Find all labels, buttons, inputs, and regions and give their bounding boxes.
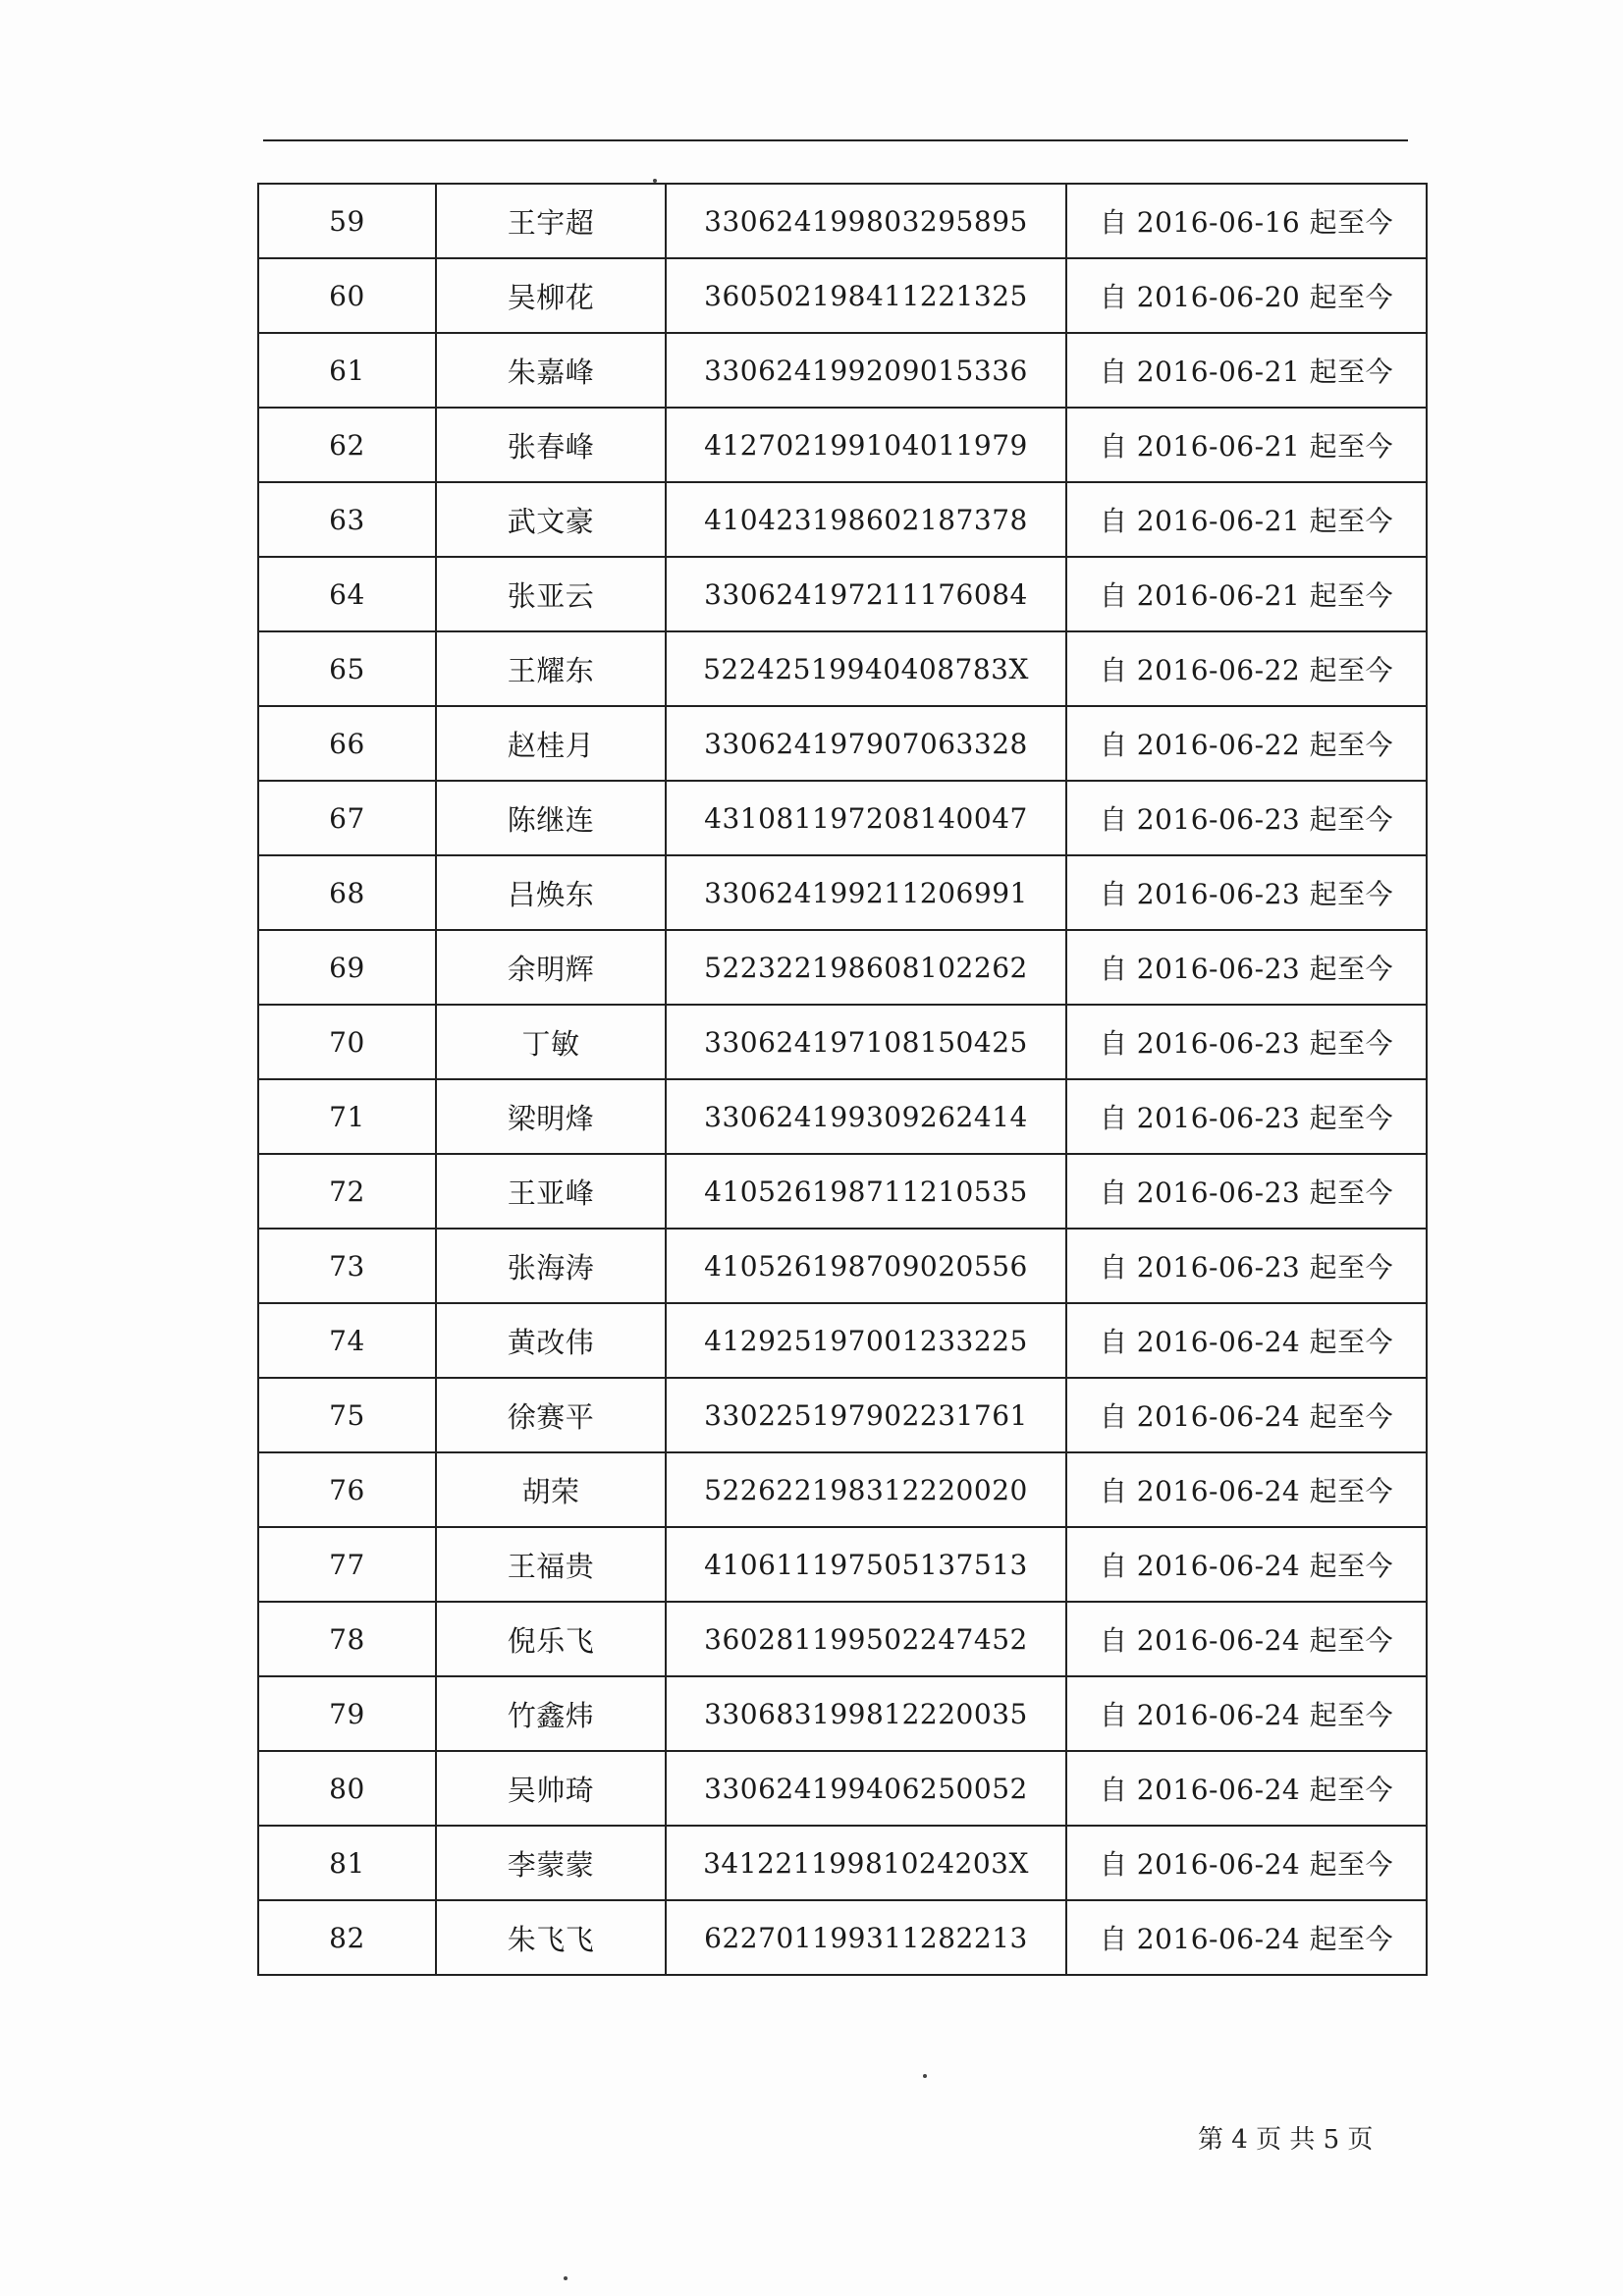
row-number-cell: 77: [258, 1527, 436, 1602]
start-date-cell: 自 2016-06-23 起至今: [1066, 1079, 1427, 1154]
table-row: [258, 855, 1427, 930]
id-number-cell: 330624199209015336: [666, 333, 1066, 408]
row-number-cell: 71: [258, 1079, 436, 1154]
row-number-cell: 69: [258, 930, 436, 1005]
table-row: [258, 1900, 1427, 1975]
id-number-cell: 330683199812220035: [666, 1676, 1066, 1751]
table-row: [258, 482, 1427, 557]
row-number-cell: 65: [258, 631, 436, 706]
table-row: [258, 408, 1427, 482]
roster-table: [257, 183, 1428, 1976]
id-number-cell: 522622198312220020: [666, 1452, 1066, 1527]
start-date-cell: 自 2016-06-23 起至今: [1066, 781, 1427, 855]
start-date-cell: 自 2016-06-24 起至今: [1066, 1452, 1427, 1527]
row-number-cell: 75: [258, 1378, 436, 1452]
person-name-cell: 吴帅琦: [436, 1751, 666, 1826]
row-number-cell: 60: [258, 258, 436, 333]
row-number-cell: 80: [258, 1751, 436, 1826]
row-number-cell: 76: [258, 1452, 436, 1527]
page-number: 第 4 页 共 5 页: [1198, 2125, 1374, 2155]
id-number-cell: 410611197505137513: [666, 1527, 1066, 1602]
person-name-cell: 李蒙蒙: [436, 1826, 666, 1900]
start-date-cell: 自 2016-06-24 起至今: [1066, 1900, 1427, 1975]
row-number-cell: 68: [258, 855, 436, 930]
start-date-cell: 自 2016-06-23 起至今: [1066, 855, 1427, 930]
row-number-cell: 73: [258, 1229, 436, 1303]
row-number-cell: 81: [258, 1826, 436, 1900]
start-date-cell: 自 2016-06-24 起至今: [1066, 1602, 1427, 1676]
table-row: [258, 1005, 1427, 1079]
scan-speck: [564, 2276, 568, 2280]
id-number-cell: 522322198608102262: [666, 930, 1066, 1005]
table-row: [258, 1079, 1427, 1154]
start-date-cell: 自 2016-06-16 起至今: [1066, 184, 1427, 258]
row-number-cell: 62: [258, 408, 436, 482]
id-number-cell: 330225197902231761: [666, 1378, 1066, 1452]
row-number-cell: 82: [258, 1900, 436, 1975]
roster-table-body: [258, 184, 1427, 1975]
id-number-cell: 330624199406250052: [666, 1751, 1066, 1826]
table-row: [258, 557, 1427, 631]
row-number-cell: 67: [258, 781, 436, 855]
id-number-cell: 431081197208140047: [666, 781, 1066, 855]
table-row: [258, 706, 1427, 781]
row-number-cell: 70: [258, 1005, 436, 1079]
table-row: [258, 258, 1427, 333]
table-row: [258, 1229, 1427, 1303]
person-name-cell: 朱嘉峰: [436, 333, 666, 408]
start-date-cell: 自 2016-06-24 起至今: [1066, 1751, 1427, 1826]
table-row: [258, 1676, 1427, 1751]
person-name-cell: 丁敏: [436, 1005, 666, 1079]
scan-speck: [653, 179, 657, 183]
id-number-cell: 330624199803295895: [666, 184, 1066, 258]
id-number-cell: 330624199309262414: [666, 1079, 1066, 1154]
person-name-cell: 朱飞飞: [436, 1900, 666, 1975]
table-row: [258, 1452, 1427, 1527]
id-number-cell: 360502198411221325: [666, 258, 1066, 333]
row-number-cell: 66: [258, 706, 436, 781]
table-row: [258, 781, 1427, 855]
start-date-cell: 自 2016-06-24 起至今: [1066, 1527, 1427, 1602]
person-name-cell: 竹鑫炜: [436, 1676, 666, 1751]
person-name-cell: 张亚云: [436, 557, 666, 631]
id-number-cell: 330624197907063328: [666, 706, 1066, 781]
person-name-cell: 梁明烽: [436, 1079, 666, 1154]
start-date-cell: 自 2016-06-20 起至今: [1066, 258, 1427, 333]
person-name-cell: 黄改伟: [436, 1303, 666, 1378]
start-date-cell: 自 2016-06-23 起至今: [1066, 1154, 1427, 1229]
person-name-cell: 王福贵: [436, 1527, 666, 1602]
person-name-cell: 倪乐飞: [436, 1602, 666, 1676]
start-date-cell: 自 2016-06-23 起至今: [1066, 1005, 1427, 1079]
start-date-cell: 自 2016-06-22 起至今: [1066, 706, 1427, 781]
start-date-cell: 自 2016-06-24 起至今: [1066, 1826, 1427, 1900]
start-date-cell: 自 2016-06-24 起至今: [1066, 1676, 1427, 1751]
id-number-cell: 330624199211206991: [666, 855, 1066, 930]
person-name-cell: 张海涛: [436, 1229, 666, 1303]
scan-speck: [923, 2074, 927, 2078]
row-number-cell: 61: [258, 333, 436, 408]
row-number-cell: 79: [258, 1676, 436, 1751]
header-rule: [263, 139, 1408, 141]
id-number-cell: 330624197108150425: [666, 1005, 1066, 1079]
table-row: [258, 1378, 1427, 1452]
row-number-cell: 74: [258, 1303, 436, 1378]
person-name-cell: 张春峰: [436, 408, 666, 482]
table-row: [258, 1303, 1427, 1378]
table-row: [258, 1527, 1427, 1602]
start-date-cell: 自 2016-06-24 起至今: [1066, 1303, 1427, 1378]
person-name-cell: 陈继连: [436, 781, 666, 855]
start-date-cell: 自 2016-06-23 起至今: [1066, 930, 1427, 1005]
table-row: [258, 1826, 1427, 1900]
id-number-cell: 410526198709020556: [666, 1229, 1066, 1303]
row-number-cell: 72: [258, 1154, 436, 1229]
id-number-cell: 412925197001233225: [666, 1303, 1066, 1378]
id-number-cell: 330624197211176084: [666, 557, 1066, 631]
row-number-cell: 64: [258, 557, 436, 631]
table-row: [258, 1751, 1427, 1826]
start-date-cell: 自 2016-06-22 起至今: [1066, 631, 1427, 706]
person-name-cell: 余明辉: [436, 930, 666, 1005]
id-number-cell: 360281199502247452: [666, 1602, 1066, 1676]
id-number-cell: 34122119981024203X: [666, 1826, 1066, 1900]
person-name-cell: 胡荣: [436, 1452, 666, 1527]
start-date-cell: 自 2016-06-21 起至今: [1066, 333, 1427, 408]
id-number-cell: 622701199311282213: [666, 1900, 1066, 1975]
person-name-cell: 武文豪: [436, 482, 666, 557]
person-name-cell: 赵桂月: [436, 706, 666, 781]
start-date-cell: 自 2016-06-21 起至今: [1066, 408, 1427, 482]
start-date-cell: 自 2016-06-23 起至今: [1066, 1229, 1427, 1303]
person-name-cell: 王宇超: [436, 184, 666, 258]
start-date-cell: 自 2016-06-21 起至今: [1066, 482, 1427, 557]
table-row: [258, 1154, 1427, 1229]
person-name-cell: 吴柳花: [436, 258, 666, 333]
person-name-cell: 王亚峰: [436, 1154, 666, 1229]
roster-table-container: [257, 183, 1426, 1976]
table-row: [258, 333, 1427, 408]
id-number-cell: 410526198711210535: [666, 1154, 1066, 1229]
person-name-cell: 吕焕东: [436, 855, 666, 930]
table-row: [258, 1602, 1427, 1676]
table-row: [258, 930, 1427, 1005]
id-number-cell: 410423198602187378: [666, 482, 1066, 557]
start-date-cell: 自 2016-06-21 起至今: [1066, 557, 1427, 631]
person-name-cell: 徐赛平: [436, 1378, 666, 1452]
table-row: [258, 631, 1427, 706]
row-number-cell: 59: [258, 184, 436, 258]
person-name-cell: 王耀东: [436, 631, 666, 706]
row-number-cell: 78: [258, 1602, 436, 1676]
id-number-cell: 52242519940408783X: [666, 631, 1066, 706]
start-date-cell: 自 2016-06-24 起至今: [1066, 1378, 1427, 1452]
table-row: [258, 184, 1427, 258]
row-number-cell: 63: [258, 482, 436, 557]
id-number-cell: 412702199104011979: [666, 408, 1066, 482]
